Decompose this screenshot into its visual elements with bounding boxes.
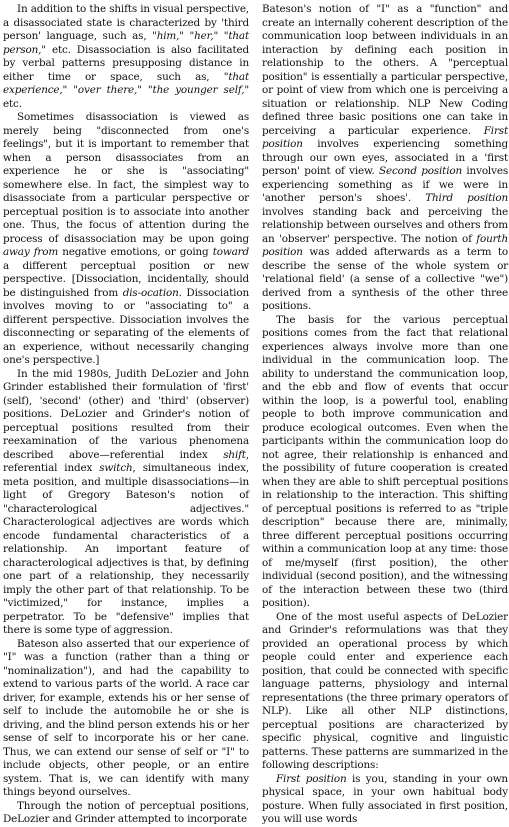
paragraph: Bateson also asserted that our experience of "I" was a function (rather than a thing or "nominalization"), and had the capability to extend to various parts of the world. A race car driver, for example, extends his or her sense of self to include the automobile he or she is driving, and the blind person extends his or her sense of self to incorporate his or her cane. Thus, we can extend our sense of self or "I" to include objects, other people, or an entire system. That is, we can identify with many things beyond ourselves. (3, 637, 249, 798)
italic-text: fourth position (262, 232, 508, 258)
italic-text: "that experience," "over there," "the younger self," (3, 70, 249, 96)
italic-text: First position (262, 124, 508, 150)
italic-text: shift (223, 448, 246, 461)
paragraph (262, 773, 508, 827)
paragraph: One of the most useful aspects of DeLozier and Grinder's reformulations was that they provided an operational process by which people could enter and experience each position, that could be connected with specific language patterns, physiology and internal representations (the three primary operators of NLP). Like all other NLP distinctions, perceptual positions are characterized by specific physical, cognitive and linguistic patterns. These patterns are summarized in the following descriptions: (262, 610, 508, 771)
text-run: . Dissociation involves moving to or "associating to" a different perspective. Dissociation involves the disconnecting or separating of the elements of an experience, without necessarily changing one's perspective.] (3, 286, 249, 366)
right-column (262, 3, 508, 827)
text-run: involves experiencing something through our own eyes, associated in a 'first person' point of view. (262, 138, 508, 177)
paragraph (3, 111, 249, 368)
paragraph: Through the notion of perceptual positions, DeLozier and Grinder attempted to incorporate (3, 799, 249, 825)
italic-text: Third position (425, 192, 508, 204)
text-run: In addition to the shifts in visual perspective, a disassociated state is characterized by 'third person' language, such as, (3, 3, 249, 42)
paragraph (3, 368, 249, 638)
text-run: etc. Disassociation is also facilitated by verbal patterns presupposing distance in either time or space, such as, (3, 43, 249, 83)
paragraph (262, 3, 508, 314)
text-run (471, 125, 484, 137)
text-run: etc. (3, 97, 22, 110)
text-run: Bateson's notion of "I" as a "function" and create an internally coherent description of the communication loop between individuals in an interaction by defining each position in relationship to the others. A "perceptual position" is essentially a particular perspective, or point of view from which one is perceiving a situation or relationship. NLP New Coding defined three basic positions one can take in perceiving a particular experience. (262, 3, 508, 137)
text-run: , simultaneous index, meta position, and multiple disassociations—in light of Gregory Bateson's notion of "characterological adjectives." Characterological adjectives are words which encode fundamental characteristics of a relationship. An important feature of characterological adjectives is that, by defining one part of a relationship, they necessarily imply the other part of that relationship. To be "victimized," for instance, implies a perpetrator. To be "defensive" implies that there is some type of aggression. (3, 462, 249, 636)
paragraph (3, 3, 249, 111)
italic-text: Second position (379, 165, 463, 177)
left-column (3, 3, 249, 827)
text-run: a different perceptual position or new perspective. [Dissociation, incidentally, should be distinguished from (3, 259, 249, 299)
text-run: In the mid 1980s, Judith DeLozier and John Grinder established their formulation of 'first' (self), 'second' (other) and 'third' (observer) positions. DeLozier and Grinder's notion of perceptual positions resulted from their reexamination of the various phenomena described above—referential index (3, 367, 249, 461)
text-run: Sometimes disassociation is viewed as merely being "disconnected from one's feelings", but it is important to remember that when a person disassociates from an experience he or she is "associating" somewhere else. In fact, the simplest way to disassociate from a particular perspective or perceptual position is to associate into another one. Thus, the focus of attention during the process of disassociation may be upon going (3, 111, 249, 245)
text-run: involves standing back and perceiving the relationship between ourselves and others from an 'observer' perspective. The notion of (262, 205, 508, 245)
text-run: involves experiencing something as if we were in 'another person's shoes'. (262, 165, 509, 204)
italic-text: away from (3, 246, 59, 258)
italic-text: dis-ocation (122, 286, 179, 299)
text-run: is you, standing in your own physical space, in your own habitual body posture. When fully associated in first position, you will use words (262, 772, 508, 825)
italic-text: toward (212, 246, 249, 258)
text-run: , referential index (3, 448, 249, 474)
text-run: negative emotions, or going (58, 246, 213, 258)
italic-text: First position (276, 772, 347, 785)
paragraph: The basis for the various perceptual positions comes from the fact that relational experiences always involve more than one individual in the communication loop. The ability to understand the communication loop, and the ebb and flow of events that occur within the loop, is a powerful tool, enabling people to both improve communication and produce ecological outcomes. Even when the participants within the communication loop do not agree, their relationship is enhanced and the possibility of future cooperation is created when they are able to shift perceptual positions in relationship to the interaction. This shifting of perceptual positions is referred to as "triple description" because there are, minimally, three different perceptual positions occurring within a communication loop at any time: those of me/myself (first position), the other individual (second position), and the witnessing of the interaction between these two (third position). (262, 313, 508, 609)
italic-text: "him," "her," "that person," (3, 30, 249, 56)
italic-text: switch (99, 462, 133, 474)
text-run: was added afterwards as a term to describe the sense of the whole system or 'relational field' (a sense of a collective "we") derived from a synthesis of the other three positions. (262, 246, 508, 312)
